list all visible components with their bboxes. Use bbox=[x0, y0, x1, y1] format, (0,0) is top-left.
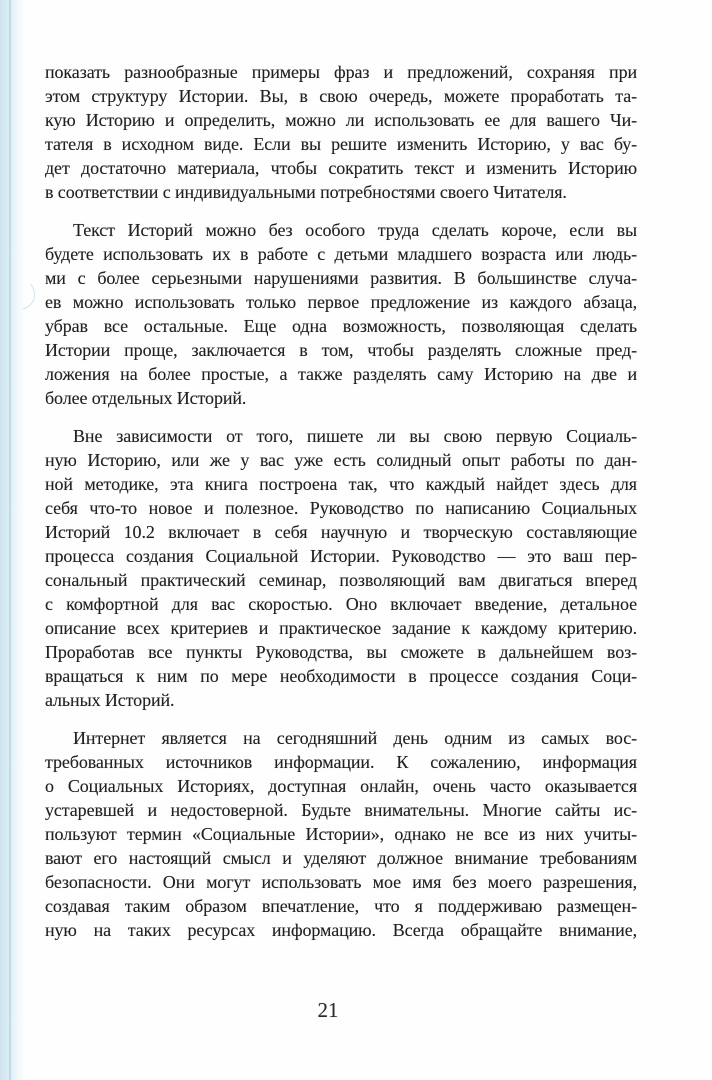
text-line: Истории проще, заключается в том, чтобы разделять сложные пред- bbox=[45, 340, 637, 360]
text-line: устаревшей и недостоверной. Будьте внимательны. Многие сайты ис- bbox=[45, 800, 637, 820]
text-line: себя что-то новое и полезное. Руководство по написанию Социальных bbox=[45, 498, 637, 518]
text-line: описание всех критериев и практическое задание к каждому критерию. bbox=[45, 618, 637, 638]
text-line: ми с более серьезными нарушениями развития. В большинстве случа- bbox=[45, 268, 637, 288]
text-line: сональный практический семинар, позволяющий вам двигаться вперед bbox=[45, 570, 637, 590]
text-line: о Социальных Историях, доступная онлайн, очень часто оказывается bbox=[45, 776, 637, 796]
text-line: Проработав все пункты Руководства, вы сможете в дальнейшем воз- bbox=[45, 642, 637, 662]
scan-edge-line bbox=[9, 0, 11, 1080]
text-line: более отдельных Историй. bbox=[45, 388, 247, 408]
paragraph bbox=[45, 726, 637, 942]
text-block bbox=[45, 60, 637, 942]
text-line: показать разнообразные примеры фраз и предложений, сохраняя при bbox=[45, 62, 637, 82]
page-curl-artifact bbox=[0, 259, 41, 319]
text-line: вают его настоящий смысл и уделяют должное внимание требованиям bbox=[45, 848, 637, 868]
text-line: Вне зависимости от того, пишете ли вы свою первую Социаль- bbox=[73, 426, 637, 446]
paragraph bbox=[45, 218, 637, 410]
text-line: ную Историю, или же у вас уже есть солидный опыт работы по дан- bbox=[45, 450, 637, 470]
text-line: будете использовать их в работе с детьми младшего возраста или людь- bbox=[45, 244, 637, 264]
text-line: альных Историй. bbox=[45, 690, 175, 710]
text-line: вращаться к ним по мере необходимости в процессе создания Соци- bbox=[45, 666, 637, 686]
text-line: этом структуру Истории. Вы, в свою очередь, можете проработать та- bbox=[45, 86, 637, 106]
text-line: убрав все остальные. Еще одна возможность, позволяющая сделать bbox=[45, 316, 637, 336]
text-line: в соответствии с индивидуальными потребностями своего Читателя. bbox=[45, 182, 567, 202]
text-line: дет достаточно материала, чтобы сократить текст и изменить Историю bbox=[45, 158, 637, 178]
text-line: процесса создания Социальной Истории. Руководство — это ваш пер- bbox=[45, 546, 637, 566]
paragraph bbox=[45, 424, 637, 712]
text-line: пользуют термин «Социальные Истории», однако не все из них учиты- bbox=[45, 824, 637, 844]
text-line: ную на таких ресурсах информацию. Всегда обращайте внимание, bbox=[45, 920, 637, 940]
text-line: Историй 10.2 включает в себя научную и творческую составляющие bbox=[45, 522, 637, 542]
text-line: Интернет является на сегодняшний день одним из самых вос- bbox=[73, 728, 637, 748]
page-number: 21 bbox=[317, 998, 339, 1022]
text-line: ной методике, эта книга построена так, что каждый найдет здесь для bbox=[45, 474, 637, 494]
text-line: тателя в исходном виде. Если вы решите изменить Историю, у вас бу- bbox=[45, 134, 637, 154]
text-line: создавая таким образом впечатление, что я поддерживаю размещен- bbox=[45, 896, 637, 916]
text-line: ложения на более простые, а также разделять саму Историю на две и bbox=[45, 364, 637, 384]
paragraph bbox=[45, 60, 637, 204]
text-line: кую Историю и определить, можно ли использовать ее для вашего Чи- bbox=[45, 110, 637, 130]
text-line: безопасности. Они могут использовать мое имя без моего разрешения, bbox=[45, 872, 637, 892]
text-line: Текст Историй можно без особого труда сделать короче, если вы bbox=[73, 220, 637, 240]
text-line: требованных источников информации. К сожалению, информация bbox=[45, 752, 637, 772]
scan-edge-shadow bbox=[0, 0, 26, 1080]
text-line: ев можно использовать только первое предложение из каждого абзаца, bbox=[45, 292, 637, 312]
text-line: с комфортной для вас скоростью. Оно включает введение, детальное bbox=[45, 594, 637, 614]
